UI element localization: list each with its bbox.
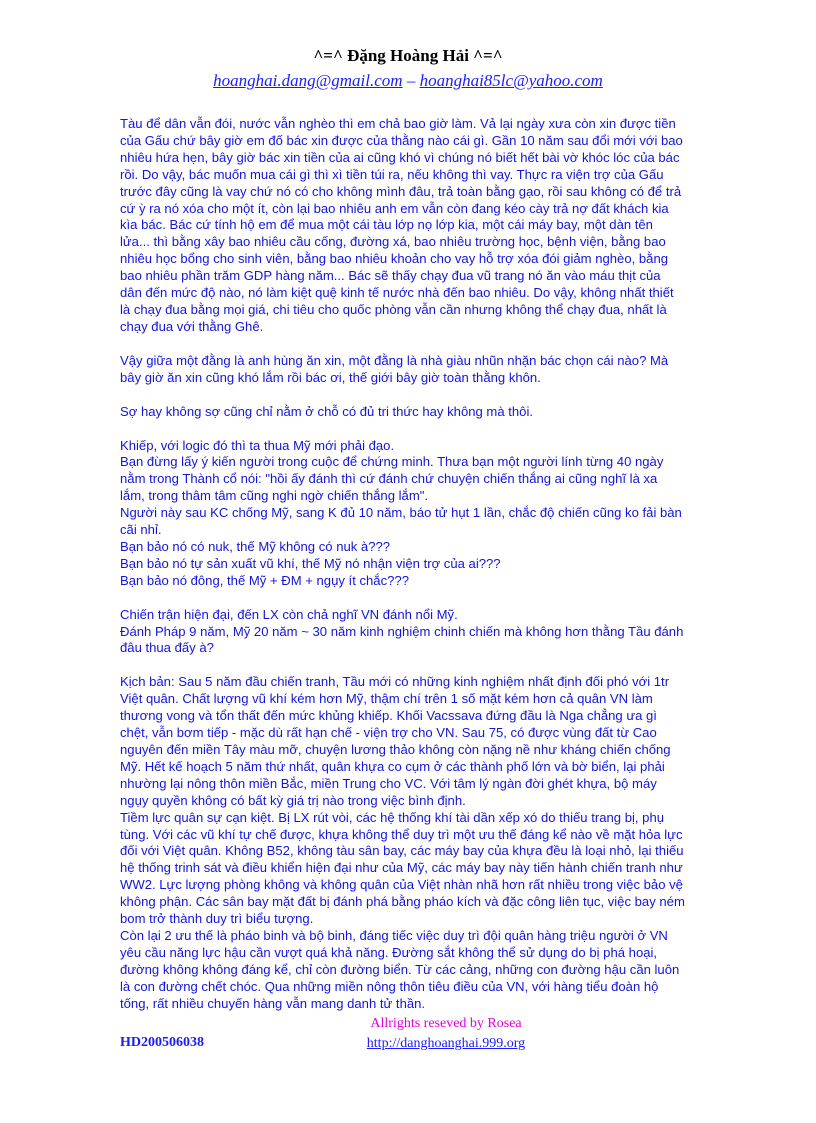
paragraph	[120, 116, 698, 336]
paragraph-line: Khiếp, với logic đó thì ta thua Mỹ mới phải đạo.	[120, 437, 395, 453]
email-link-yahoo[interactable]: hoanghai85lc@yahoo.com	[419, 71, 603, 90]
paragraph-line: Bạn bảo nó có nuk, thế Mỹ không có nuk à???	[120, 538, 391, 554]
paragraph-line: Bạn đừng lấy ý kiến người trong cuộc để chứng minh. Thưa bạn một người lính từng 40 ngày	[120, 454, 664, 470]
paragraph-line: nhiêu hứa hẹn, bây giờ bác xin tiền của ai cũng khó vì chúng nó biết hết bài vờ khóc lóc của bác	[120, 149, 680, 165]
paragraph-line: WW2. Lực lượng phòng không và không quân của Việt nhàn nhã hơn rất nhiều trong việc bảo vệ	[120, 877, 683, 893]
paragraph-line: nhường lại nông thôn miền Bắc, miền Trung cho VC. Với tâm lý ngàn đời ghét khựa, bộ máy	[120, 775, 657, 791]
paragraph-line: đối với Việt quân. Không B52, không tàu sân bay, các máy bay của khựa đều là loại nhỏ, lại thiếu	[120, 843, 684, 859]
paragraph-line: Bạn bảo nó đông, thế Mỹ + ĐM + ngụy ít chắc???	[120, 572, 409, 588]
document-id: HD200506038	[120, 1035, 204, 1050]
paragraph-line: Còn lại 2 ưu thế là pháo binh và bộ binh, đáng tiếc việc duy trì đội quân hàng triệu người ở VN	[120, 927, 668, 943]
paragraph-line: Kịch bản: Sau 5 năm đầu chiến tranh, Tầu mới có những kinh nghiệm nhất định đối phó với 1tr	[120, 674, 670, 690]
paragraph-line: Mỹ. Hết kế hoạch 5 năm thứ nhất, quân khựa co cụm ở các thành phố lớn và bờ biển, lại phải	[120, 758, 665, 774]
paragraph-line: rồi. Do vậy, bác muốn mua cái gì thì xì tiền túi ra, nếu không thì vay. Thực ra viện trợ của Gấu	[120, 166, 664, 182]
document-header	[0, 46, 816, 91]
author-emails	[0, 70, 816, 91]
paragraph-line: bom trở thành duy trì biểu tượng.	[120, 911, 314, 927]
paragraph-line: lắm, trong thâm tâm cũng nghi ngờ chiến thắng lắm".	[120, 488, 429, 504]
paragraph-line: Bạn bảo nó tự sản xuất vũ khí, thế Mỹ nó nhận viện trợ của ai???	[120, 555, 501, 571]
paragraph	[120, 674, 698, 1012]
paragraph-line: đường không không đáng kể, chỉ còn đường biển. Từ các cảng, những con đường hậu cần luôn	[120, 961, 680, 977]
paragraph-line: trước đây cũng là vay chứ nó có cho không mình đâu, trả toàn bằng gạo, rồi sau không có để trả	[120, 183, 682, 199]
paragraph-line: Đánh Pháp 9 năm, Mỹ 20 năm ~ 30 năm kinh nghiệm chinh chiến mà không hơn thằng Tầu đánh	[120, 623, 684, 639]
paragraph-line: nằm trong Thành cổ nói: "hồi ấy đánh thì cứ đánh chứ chuyện chiến thắng ai cũng nghĩ là xa	[120, 471, 658, 487]
paragraph	[120, 353, 698, 387]
paragraph-line: Tàu để dân vẫn đói, nước vẫn nghèo thì em chả bao giờ làm. Vả lại ngày xưa còn xin được tiền	[120, 116, 676, 131]
paragraph-line: tống, rất nhiều chuyến hàng vẫn mang danh tử thần.	[120, 995, 426, 1011]
paragraph-line: Việt quân. Chất lượng vũ khí kém hơn Mỹ, thậm chí trên 1 số mặt kém hơn cả quân VN làm	[120, 691, 653, 707]
author-title: ^=^ Đặng Hoàng Hải ^=^	[313, 46, 503, 65]
paragraph-line: là chạy đua bằng mọi giá, chi tiêu cho quốc phòng vẫn cần nhưng không thể chạy đua, nhất là	[120, 301, 667, 317]
paragraph-line: Vậy giữa một đằng là anh hùng ăn xin, một đằng là nhà giàu nhũn nhặn bác chọn cái nào? Mà	[120, 352, 669, 368]
paragraph-line: chạy đua với thằng Ghê.	[120, 318, 264, 334]
paragraph	[120, 404, 698, 421]
paragraph-line: không phận. Các sân bay mặt đất bị đánh phá bằng pháo kích và đặc công liên tục, việc bay ném	[120, 894, 685, 910]
paragraph-line: nguyên đến miền Tây màu mỡ, chuyện lương thảo không còn nặng nề như kháng chiến chống	[120, 742, 671, 757]
paragraph-line: hệ thống trinh sát và điều khiển hiện đại như của Mỹ, các máy bay này tiến hành chiến tranh như	[120, 860, 683, 876]
paragraph-line: của Gấu chứ bây giờ em đố bác xin được của thằng nào cái gì. Gần 10 năm sau đổi mới với bao	[120, 132, 683, 148]
rights-notice: Allrights reseved by Rosea	[370, 1016, 522, 1031]
paragraph-line: đâu thua đấy à?	[120, 640, 214, 656]
paragraph-line: tùng. Với các vũ khí tự chế được, khựa không thể duy trì một ưu thế đáng kể nào về mặt hỏa lực	[120, 826, 683, 842]
paragraph-line: cứ ỳ ra nó xóa cho một ít, còn lại bao nhiêu anh em vẫn còn đang kéo cày trả nợ đất khách kia	[120, 200, 669, 216]
paragraph-line: yêu cầu năng lực hậu cần vượt quá khả năng. Đường sắt không thể sử dụng do bị phá hoại,	[120, 944, 658, 960]
paragraph-line: Chiến trận hiện đại, đến LX còn chả nghĩ VN đánh nổi Mỹ.	[120, 606, 458, 622]
paragraph-line: nhiêu học bổng cho sinh viên, bằng bao nhiêu khoản cho vay hỗ trợ xóa đói giảm nghèo, bằng	[120, 251, 669, 267]
paragraph-line: Sợ hay không sợ cũng chỉ nằm ở chỗ có đủ tri thức hay không mà thôi.	[120, 403, 534, 419]
paragraph	[120, 438, 698, 590]
article-body	[120, 116, 698, 1030]
paragraph-line: kìa bác. Bác cứ tính hộ em để mua một cái tàu lớp nọ lớp kia, một cái máy bay, một dàn tên	[120, 217, 653, 233]
paragraph-line: lửa... thì bằng xây bao nhiêu cầu cống, đường xá, bao nhiêu trường học, bệnh viện, bằng bao	[120, 234, 666, 250]
paragraph-line: thương vong và tổn thất đến mức khủng khiếp. Khối Vacssava đứng đầu là Nga chẳng ưa gì	[120, 708, 657, 724]
paragraph-line: chệt, vẫn bơm tiếp - mặc dù rất hạn chế - viện trợ cho VN. Sau 75, có được vùng đất từ Cao	[120, 725, 657, 741]
email-separator: –	[402, 71, 420, 90]
paragraph-line: Tiềm lực quân sự cạn kiệt. Bị LX rút vòi, các hệ thống khí tài dần xếp xó do thiếu trang bị, phụ	[120, 809, 665, 825]
paragraph-line: ngụy quyền không có bất kỳ giá trị nào trong việc bình định.	[120, 792, 466, 808]
website-link[interactable]: http://danghoanghai.999.org	[366, 1036, 526, 1051]
paragraph-line: dân đến mức độ nào, nó làm kiệt quệ kinh tế nước nhà đến bao nhiêu. Do vậy, không nhất thiết	[120, 285, 674, 301]
paragraph	[120, 607, 698, 658]
paragraph-line: bây giờ ăn xin cũng khó lắm rồi bác ơi, thế giới bây giờ toàn thằng khôn.	[120, 369, 541, 385]
paragraph-line: bao nhiêu phần trăm GDP hàng năm... Bác sẽ thấy chạy đua vũ trang nó ăn vào máu thịt của	[120, 268, 661, 284]
email-link-gmail[interactable]: hoanghai.dang@gmail.com	[213, 71, 403, 90]
paragraph-line: là con đường chết chóc. Qua những miền nông thôn tiêu điều của VN, với hàng tiểu đoàn hộ	[120, 978, 659, 994]
footer-credits	[300, 1014, 592, 1054]
paragraph-line: Người này sau KC chống Mỹ, sang K đủ 10 năm, báo tử hụt 1 lần, chắc độ chiến cũng ko fải bàn	[120, 505, 682, 521]
paragraph-line: cãi nhỉ.	[120, 522, 162, 538]
